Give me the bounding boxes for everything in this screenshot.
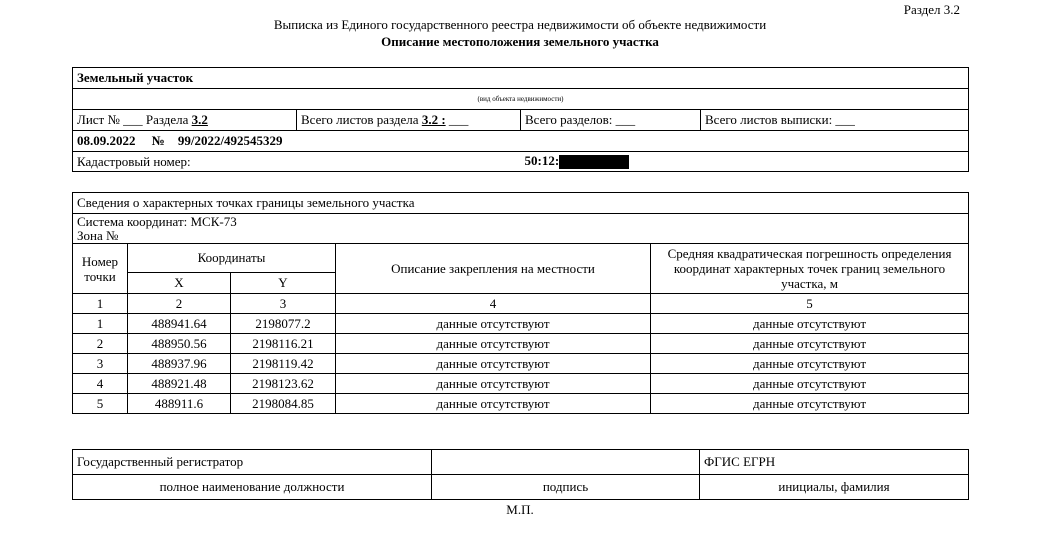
col-index: 4	[336, 294, 651, 314]
point-description: данные отсутствуют	[336, 354, 651, 374]
document-subtitle: Описание местоположения земельного участка	[381, 34, 659, 49]
point-description: данные отсутствуют	[336, 314, 651, 334]
table-row	[73, 374, 969, 394]
sheet-number-cell	[73, 110, 297, 131]
total-sheets-label: Всего листов раздела	[301, 112, 419, 127]
sheet-section: 3.2	[191, 112, 208, 127]
stamp-place: М.П.	[506, 502, 534, 517]
signature-table	[72, 449, 969, 500]
point-error: данные отсутствуют	[651, 394, 969, 414]
table-row	[73, 334, 969, 354]
date-number-cell	[73, 131, 969, 152]
point-description: данные отсутствуют	[336, 374, 651, 394]
number-sign: №	[151, 133, 165, 148]
total-sheets-blank: ___	[448, 112, 469, 127]
redacted-block	[559, 155, 629, 169]
col-index: 5	[651, 294, 969, 314]
total-sheets-cell	[297, 110, 521, 131]
table-row	[73, 394, 969, 414]
cadastral-prefix: 50:12:	[524, 152, 560, 168]
table-row	[73, 354, 969, 374]
point-y: 2198077.2	[231, 314, 336, 334]
registrar-position: Государственный регистратор	[73, 450, 432, 475]
object-type-caption: (вид объекта недвижимости)	[73, 89, 969, 110]
col-point-number: Номер точки	[73, 244, 128, 294]
zone: Зона №	[77, 227, 119, 243]
total-sheets-value: 3.2 :	[421, 112, 446, 127]
col-coordinates: Координаты	[128, 244, 336, 273]
point-description: данные отсутствуют	[336, 334, 651, 354]
sheet-label: Лист № ___ Раздела	[77, 112, 189, 127]
col-index: 2	[128, 294, 231, 314]
extract-date: 08.09.2022	[77, 133, 136, 148]
point-error: данные отсутствуют	[651, 314, 969, 334]
total-extract-sheets-cell: Всего листов выписки: ___	[701, 110, 969, 131]
col-index: 1	[73, 294, 128, 314]
point-x: 488950.56	[128, 334, 231, 354]
point-error: данные отсутствуют	[651, 354, 969, 374]
name-caption: инициалы, фамилия	[700, 475, 969, 500]
cadastral-label: Кадастровый номер:	[73, 152, 521, 172]
total-sections-cell: Всего разделов: ___	[521, 110, 701, 131]
point-number: 3	[73, 354, 128, 374]
point-x: 488941.64	[128, 314, 231, 334]
document-title: Выписка из Единого государственного реестра недвижимости об объекте недвижимости	[273, 17, 767, 32]
col-y: Y	[231, 273, 336, 294]
signature-caption: подпись	[432, 475, 700, 500]
object-type: Земельный участок	[73, 68, 969, 89]
boundary-points-table	[72, 192, 969, 414]
point-number: 4	[73, 374, 128, 394]
extract-number: 99/2022/492545329	[177, 133, 283, 148]
point-x: 488911.6	[128, 394, 231, 414]
coord-system-cell	[73, 214, 969, 244]
col-description: Описание закрепления на местности	[336, 244, 651, 294]
col-index: 3	[231, 294, 336, 314]
table-row	[73, 314, 969, 334]
points-heading: Сведения о характерных точках границы земельного участка	[73, 193, 969, 214]
col-error: Средняя квадратическая погрешность определения координат характерных точек границ земельного участка, м	[651, 244, 969, 294]
point-number: 1	[73, 314, 128, 334]
cadastral-number-cell	[521, 152, 969, 172]
position-caption: полное наименование должности	[73, 475, 432, 500]
point-error: данные отсутствуют	[651, 374, 969, 394]
section-label: Раздел 3.2	[903, 2, 960, 17]
coord-system: Система координат: МСК-73	[77, 213, 237, 229]
point-number: 5	[73, 394, 128, 414]
point-description: данные отсутствуют	[336, 394, 651, 414]
point-number: 2	[73, 334, 128, 354]
col-x: X	[128, 273, 231, 294]
extract-header-table	[72, 67, 969, 172]
point-y: 2198123.62	[231, 374, 336, 394]
registrar-name: ФГИС ЕГРН	[700, 450, 969, 475]
point-error: данные отсутствуют	[651, 334, 969, 354]
point-x: 488937.96	[128, 354, 231, 374]
point-y: 2198119.42	[231, 354, 336, 374]
point-y: 2198084.85	[231, 394, 336, 414]
point-x: 488921.48	[128, 374, 231, 394]
point-y: 2198116.21	[231, 334, 336, 354]
signature-field	[432, 450, 700, 475]
